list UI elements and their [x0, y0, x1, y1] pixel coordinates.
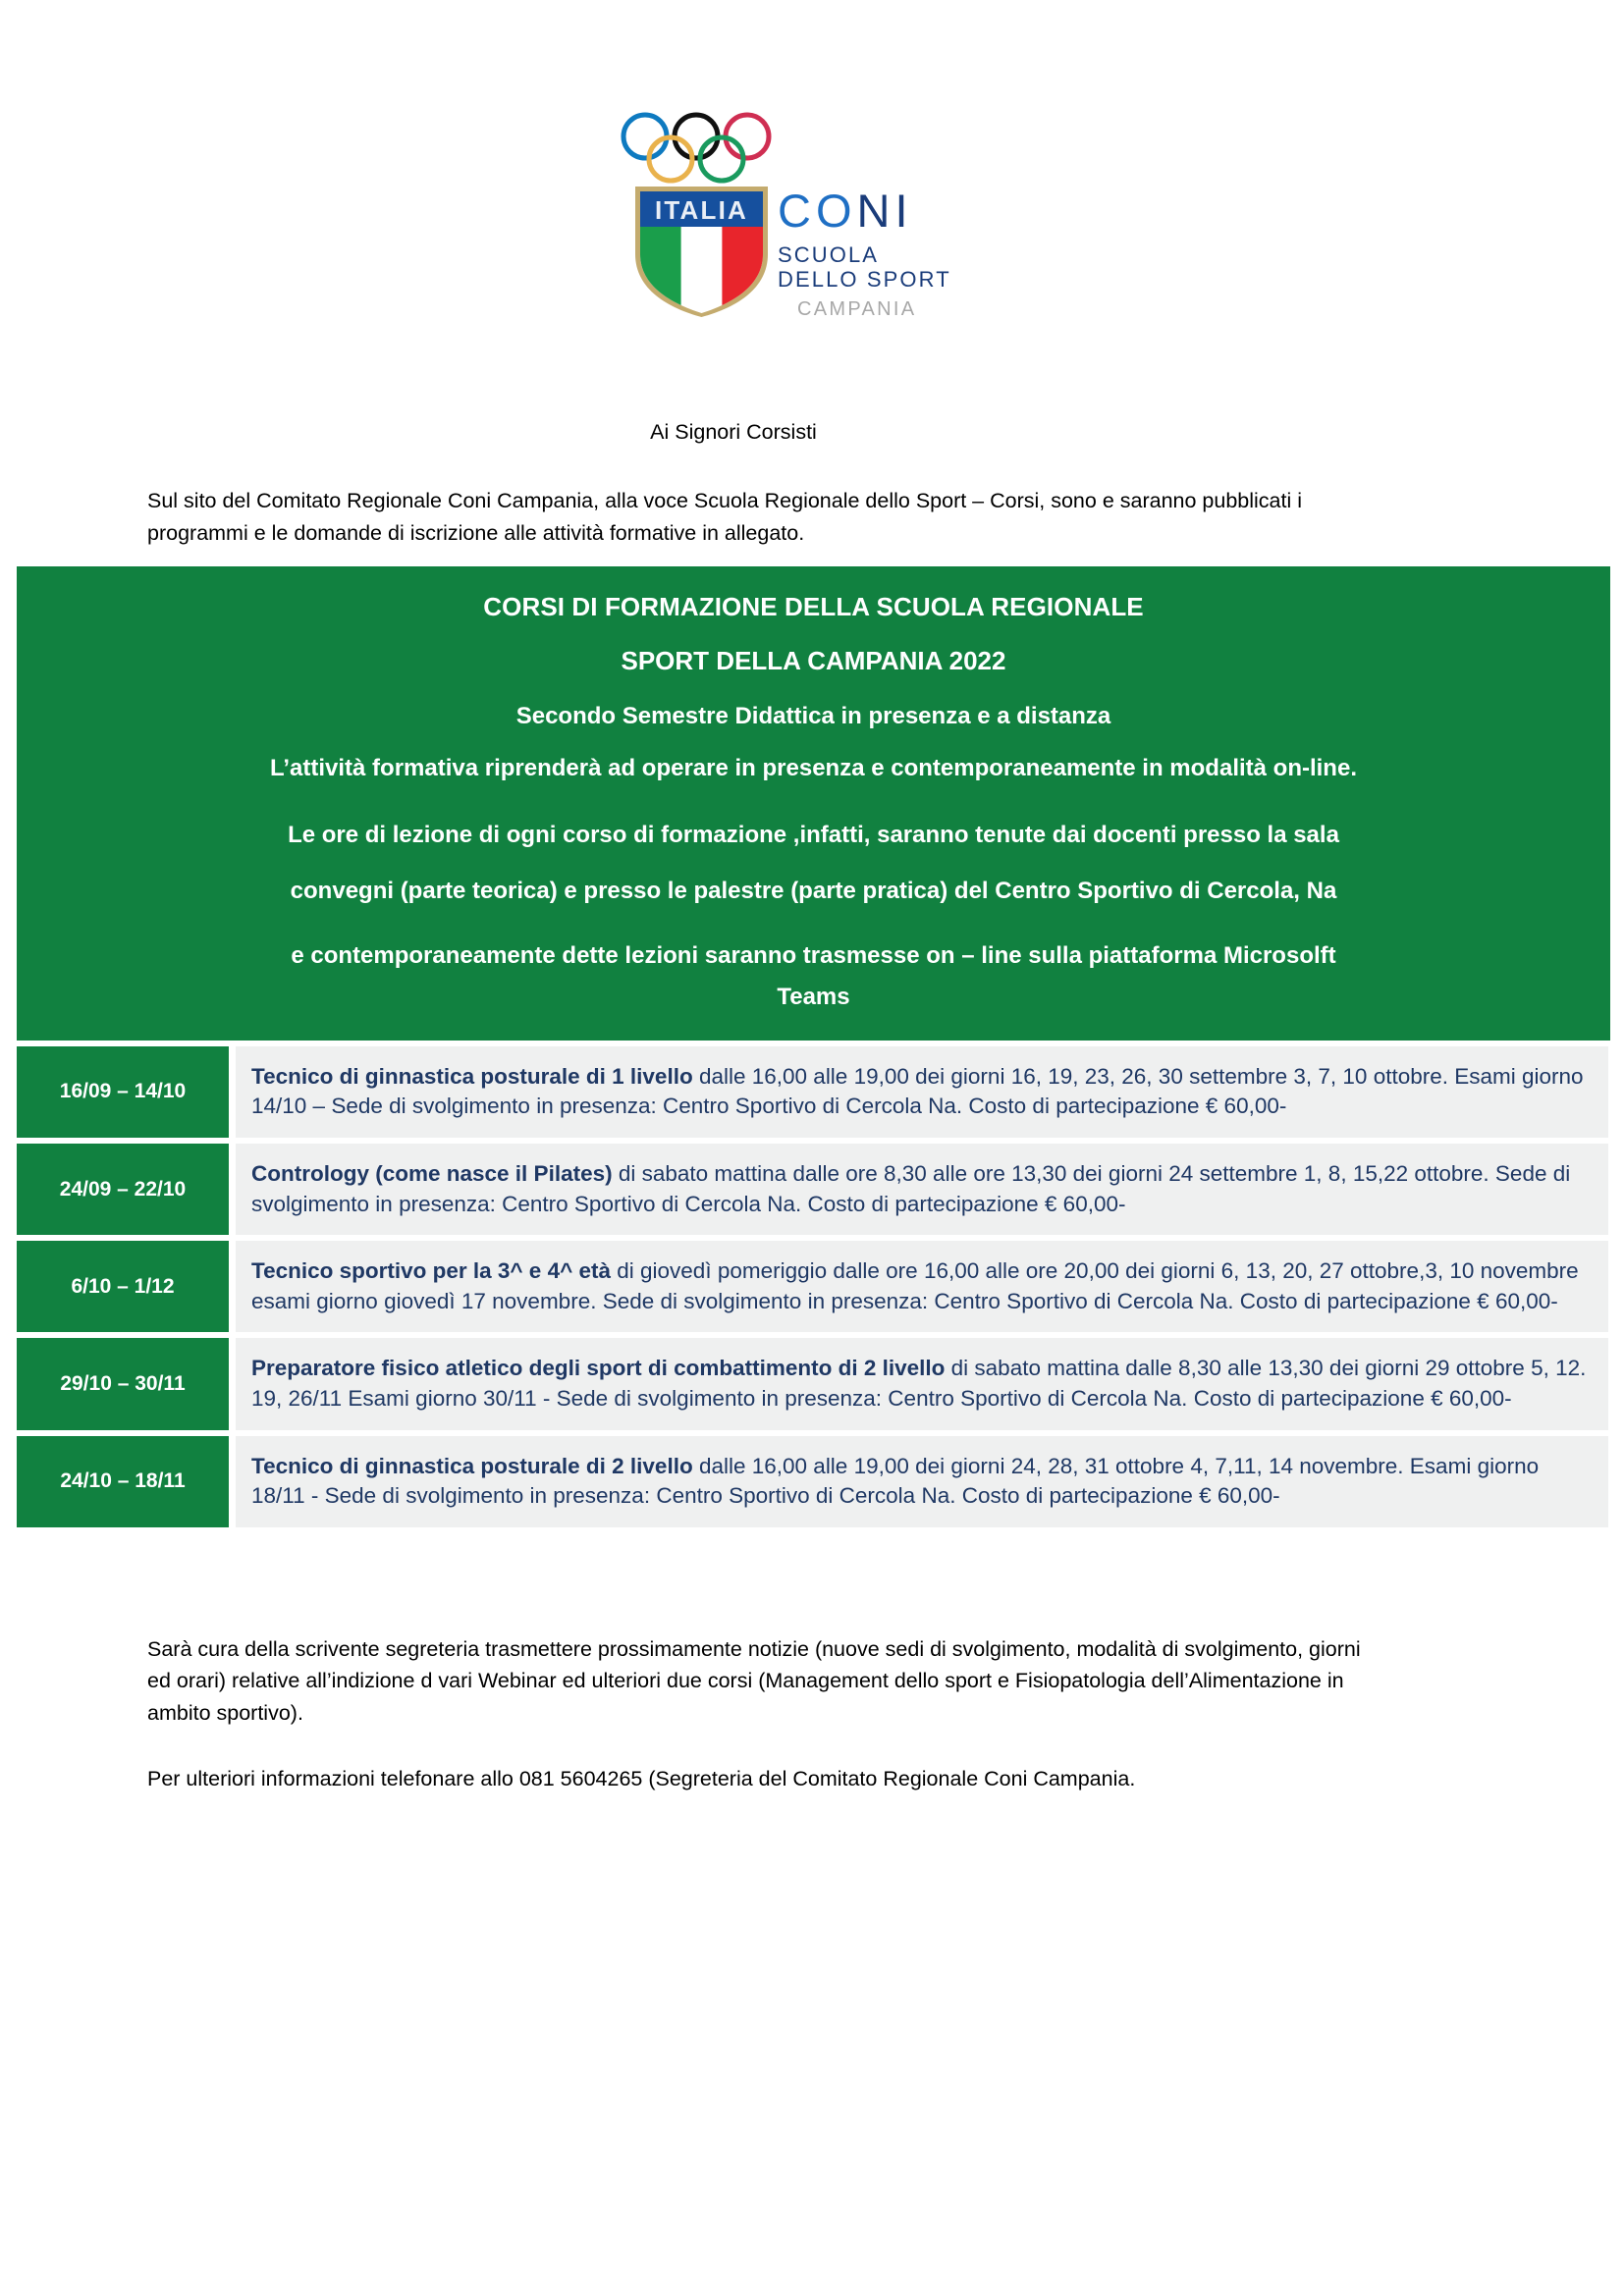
courses-banner — [17, 566, 1610, 1041]
salutation-text: Ai Signori Corsisti — [650, 420, 817, 444]
table-row — [17, 1144, 1608, 1235]
course-date-cell: 29/10 – 30/11 — [17, 1338, 229, 1429]
course-description-cell — [236, 1338, 1608, 1429]
table-row — [17, 1436, 1608, 1527]
banner-line-8: Teams — [777, 983, 850, 1010]
shield-label-text: ITALIA — [654, 195, 749, 225]
footer-section — [0, 1633, 1624, 1795]
coni-subtitle-line1: SCUOLA — [778, 242, 880, 268]
table-row — [17, 1338, 1608, 1429]
banner-line-7: e contemporaneamente dette lezioni saranno trasmesse on – line sulla piattaforma Microsolft — [291, 941, 1336, 969]
course-description-cell — [236, 1436, 1608, 1527]
course-details: di sabato mattina dalle 8,30 alle 13,30 dei giorni 29 ottobre 5, 12. 19, 26/11 Esami giorno 30/11 - Sede di svolgimento in presenza: Centro Sportivo di Cercola Na. Costo di partecipazione € 60,00- — [251, 1356, 1587, 1411]
banner-line-5: Le ore di lezione di ogni corso di formazione ,infatti, saranno tenute dai docenti presso la sala — [288, 821, 1339, 848]
course-description-cell — [236, 1046, 1608, 1138]
coni-name — [778, 185, 1008, 237]
coni-region-label: CAMPANIA — [797, 298, 917, 320]
course-date-cell: 24/10 – 18/11 — [17, 1436, 229, 1527]
banner-line-6: convegni (parte teorica) e presso le palestre (parte pratica) del Centro Sportivo di Cercola, Na — [290, 878, 1337, 905]
banner-line-4: L’attività formativa riprenderà ad operare in presenza e contemporaneamente in modalità on-line. — [270, 754, 1357, 781]
course-details: di sabato mattina dalle ore 8,30 alle ore 13,30 dei giorni 24 settembre 1, 8, 15,22 ottobre. Sede di svolgimento in presenza: Centro Sportivo di Cercola Na. Costo di partecipazione € 60,00- — [251, 1160, 1571, 1216]
course-description-cell — [236, 1241, 1608, 1332]
olympic-rings-icon — [621, 110, 773, 187]
courses-table — [17, 1046, 1608, 1527]
coni-wordmark — [778, 185, 1008, 292]
table-row — [17, 1241, 1608, 1332]
course-title: Preparatore fisico atletico degli sport di combattimento di 2 livello — [251, 1356, 946, 1381]
italia-shield-icon — [630, 184, 773, 317]
banner-line-2: SPORT DELLA CAMPANIA 2022 — [621, 645, 1006, 675]
course-details: di giovedì pomeriggio dalle ore 16,00 alle ore 20,00 dei giorni 6, 13, 20, 27 ottobre,3, 10 novembre esami giorno giovedì 17 novembre. Sede di svolgimento in presenza: Centro Sportivo di Cercola Na. Costo di partecipazione € 60,00- — [251, 1258, 1579, 1313]
banner-line-1: CORSI DI FORMAZIONE DELLA SCUOLA REGIONALE — [483, 591, 1144, 621]
course-title: Tecnico di ginnastica posturale di 2 livello — [251, 1453, 693, 1478]
footer-paragraph-1: Sarà cura della scrivente segreteria trasmettere prossimamente notizie (nuove sedi di svolgimento, modalità di svolgimento, giorni ed orari) relative all’indizione d vari Webinar ed ulteriori due corsi (Management dello sport e Fisiopatologia dell’Alimentazione in ambito sportivo). — [147, 1636, 1361, 1726]
coni-logo — [621, 110, 1003, 355]
course-title: Tecnico sportivo per la 3^ e 4^ età — [251, 1258, 611, 1284]
coni-name-part1: CO — [778, 185, 857, 237]
course-date-cell: 16/09 – 14/10 — [17, 1046, 229, 1138]
course-details: dalle 16,00 alle 19,00 dei giorni 24, 28, 31 ottobre 4, 7,11, 14 novembre. Esami giorno 18/11 - Sede di svolgimento in presenza: Centro Sportivo di Cercola Na. Costo di partecipazione € 60,00- — [251, 1453, 1540, 1509]
course-description-cell — [236, 1144, 1608, 1235]
intro-paragraph: Sul sito del Comitato Regionale Coni Campania, alla voce Scuola Regionale dello Sport – Corsi, sono e saranno pubblicati i programmi e le domande di iscrizione alle attività formative in allegato. — [147, 489, 1303, 545]
course-date-cell: 24/09 – 22/10 — [17, 1144, 229, 1235]
coni-name-part2: NI — [856, 185, 913, 237]
banner-line-3: Secondo Semestre Didattica in presenza e a distanza — [515, 702, 1111, 729]
coni-subtitle-line2: DELLO SPORT — [778, 266, 951, 292]
course-title: Contrology (come nasce il Pilates) — [251, 1160, 613, 1186]
table-row — [17, 1046, 1608, 1138]
course-date-cell: 6/10 – 1/12 — [17, 1241, 229, 1332]
course-title: Tecnico di ginnastica posturale di 1 livello — [251, 1063, 693, 1089]
intro-section — [0, 416, 1624, 550]
footer-paragraph-2: Per ulteriori informazioni telefonare allo 081 5604265 (Segreteria del Comitato Regionale Coni Campania. — [147, 1766, 1136, 1790]
course-details: dalle 16,00 alle 19,00 dei giorni 16, 19, 23, 26, 30 settembre 3, 7, 10 ottobre. Esami giorno 14/10 – Sede di svolgimento in presenza: Centro Sportivo di Cercola Na. Costo di partecipazione € 60,00- — [251, 1063, 1584, 1119]
document-logo-header — [0, 0, 1624, 355]
